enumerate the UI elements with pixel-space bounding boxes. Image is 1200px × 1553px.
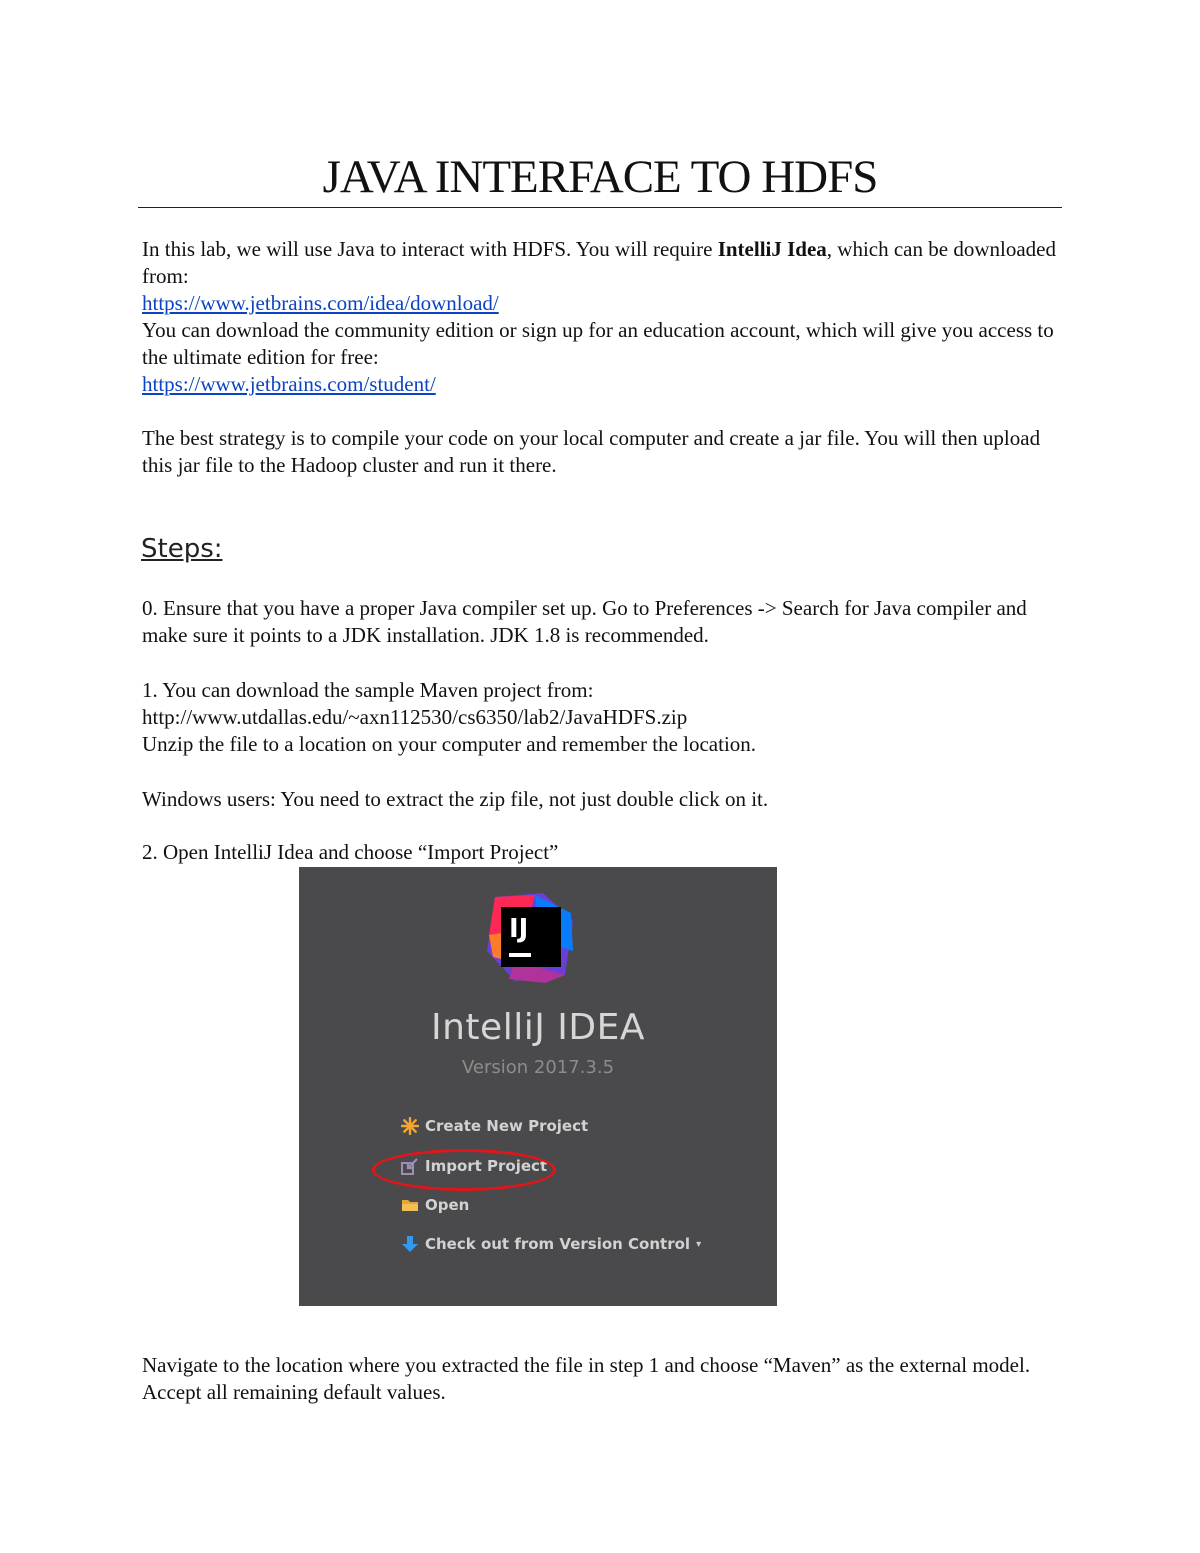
intro-part2: , which can be downloaded from:	[142, 237, 1056, 288]
maven-project-url: http://www.utdallas.edu/~axn112530/cs6350/lab2/JavaHDFS.zip	[142, 705, 688, 729]
download-arrow-icon	[399, 1234, 421, 1254]
step-0	[142, 595, 1072, 649]
intellij-logo-icon	[485, 891, 577, 983]
steps-heading: Steps:	[141, 534, 223, 564]
intro-part3: You can download the community edition or sign up for an education account, which will give you access to the ultimate edition for free:	[142, 318, 1054, 369]
title-divider	[138, 207, 1062, 208]
navigate-text: Navigate to the location where you extracted the file in step 1 and choose “Maven” as the external model. Accept all remaining default values.	[142, 1353, 1031, 1404]
folder-icon	[399, 1195, 421, 1215]
import-project-highlight	[372, 1149, 556, 1191]
step-0-text: 0. Ensure that you have a proper Java compiler set up. Go to Preferences -> Search for Java compiler and make sure it points to a JDK installation. JDK 1.8 is recommended.	[142, 596, 1027, 647]
step-1-line1: 1. You can download the sample Maven project from:	[142, 678, 594, 702]
intro-part1: In this lab, we will use Java to interact with HDFS. You will require	[142, 237, 718, 261]
create-new-project-label: Create New Project	[425, 1117, 589, 1135]
intellij-product-name: IntelliJ IDEA	[431, 1007, 645, 1048]
intellij-idea-bold: IntelliJ Idea	[717, 237, 827, 261]
step-2	[142, 839, 1072, 866]
intro-paragraph	[142, 236, 1072, 398]
jetbrains-download-link[interactable]: https://www.jetbrains.com/idea/download/	[142, 291, 499, 315]
strategy-paragraph	[142, 425, 1072, 479]
navigate-paragraph	[142, 1352, 1072, 1406]
step-1-line2: Unzip the file to a location on your computer and remember the location.	[142, 732, 757, 756]
dropdown-caret-icon[interactable]: ▾	[696, 1238, 702, 1250]
import-project-label: Import Project	[425, 1157, 548, 1175]
create-new-project-button[interactable]	[399, 1113, 588, 1139]
step-1	[142, 677, 1072, 758]
check-out-label: Check out from Version Control	[425, 1235, 691, 1253]
jetbrains-student-link[interactable]: https://www.jetbrains.com/student/	[142, 372, 436, 396]
intellij-version: Version 2017.3.5	[461, 1057, 615, 1078]
star-icon	[399, 1116, 421, 1136]
logo-text: IJ	[509, 914, 529, 944]
check-out-from-vcs-button[interactable]	[399, 1231, 701, 1257]
intro-text	[142, 236, 1072, 290]
open-button[interactable]	[399, 1192, 469, 1218]
intellij-welcome-screenshot	[299, 867, 777, 1306]
windows-note	[142, 786, 1072, 813]
strategy-text: The best strategy is to compile your code on your local computer and create a jar file. You will then upload this jar file to the Hadoop cluster and run it there.	[142, 426, 1041, 477]
page-title: JAVA INTERFACE TO HDFS	[322, 151, 878, 203]
windows-note-text: Windows users: You need to extract the zip file, not just double click on it.	[142, 787, 769, 811]
step-2-text: 2. Open IntelliJ Idea and choose “Import Project”	[142, 840, 559, 864]
open-label: Open	[425, 1196, 470, 1214]
